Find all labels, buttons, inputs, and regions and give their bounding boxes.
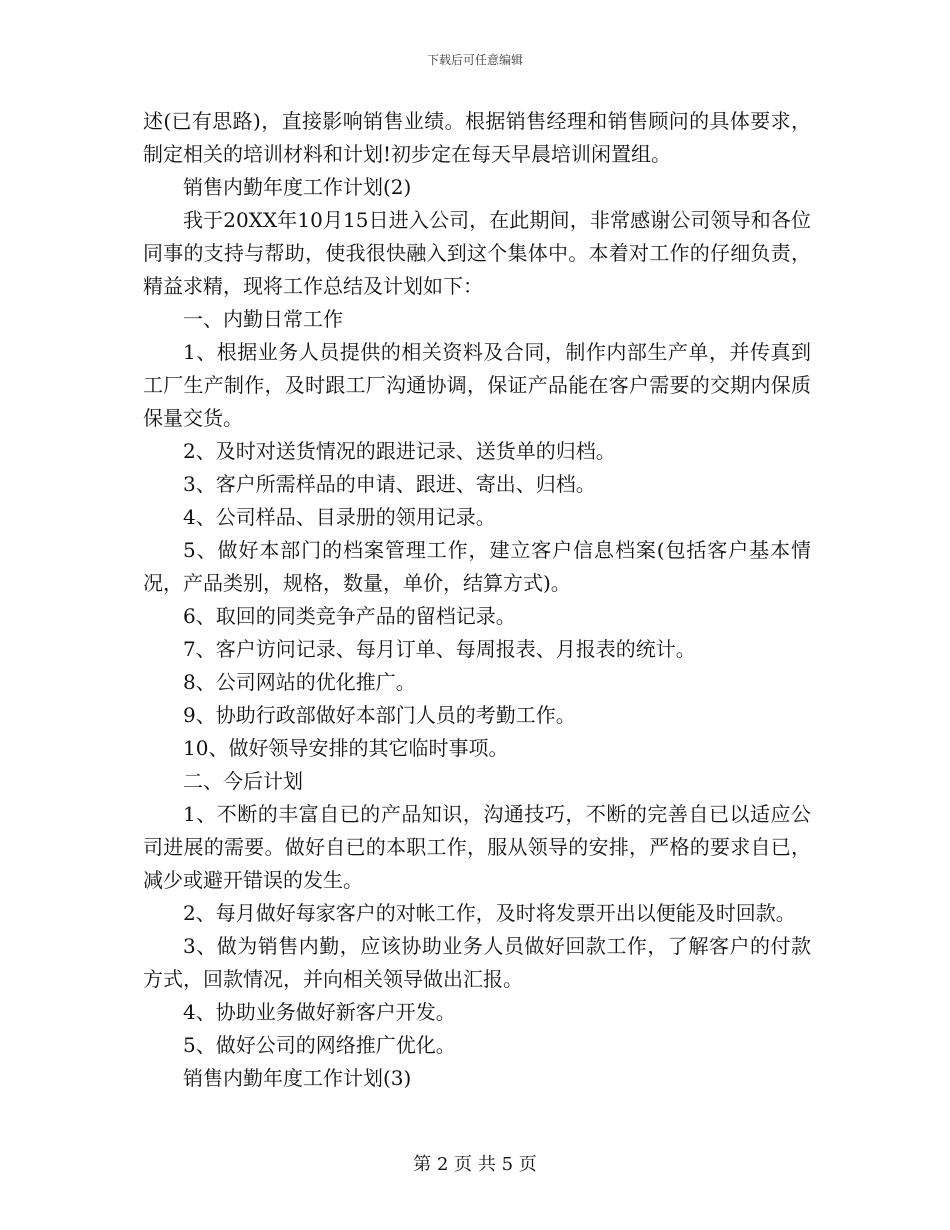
paragraph: 3、做为销售内勤，应该协助业务人员做好回款工作，了解客户的付款方式，回款情况，并向相关领导做出汇报。 [143, 934, 811, 991]
paragraph: 4、公司样品、目录册的领用记录。 [183, 505, 496, 529]
paragraph: 1、不断的丰富自已的产品知识，沟通技巧，不断的完善自已以适应公司进展的需要。做好自已的本职工作，服从领导的安排，严格的要求自已，减少或避开错误的发生。 [143, 802, 811, 892]
paragraph: 9、协助行政部做好本部门人员的考勤工作。 [183, 703, 576, 727]
paragraph: 5、做好本部门的档案管理工作，建立客户信息档案(包括客户基本情况，产品类别，规格，数量，单价，结算方式)。 [143, 538, 811, 595]
paragraph: 7、客户访问记录、每月订单、每周报表、月报表的统计。 [183, 637, 696, 661]
paragraph: 一、内勤日常工作 [183, 307, 343, 331]
paragraph: 6、取回的同类竞争产品的留档记录。 [183, 604, 516, 628]
paragraph: 5、做好公司的网络推广优化。 [183, 1033, 456, 1057]
paragraph: 我于20XX年10月15日进入公司，在此期间，非常感谢公司领导和各位同事的支持与帮助，使我很快融入到这个集体中。本着对工作的仔细负责，精益求精，现将工作总结及计划如下： [143, 208, 811, 298]
paragraph: 销售内勤年度工作计划(3) [183, 1066, 412, 1090]
page-header-note: 下载后可任意编辑 [426, 53, 523, 67]
page-number: 第 2 页 共 5 页 [413, 1154, 537, 1175]
paragraph: 4、协助业务做好新客户开发。 [183, 1000, 456, 1024]
paragraph: 2、及时对送货情况的跟进记录、送货单的归档。 [183, 439, 616, 463]
document-body [143, 105, 811, 1095]
paragraph: 10、做好领导安排的其它临时事项。 [183, 736, 509, 760]
paragraph: 8、公司网站的优化推广。 [183, 670, 416, 694]
paragraph: 2、每月做好每家客户的对帐工作，及时将发票开出以便能及时回款。 [183, 901, 796, 925]
paragraph: 1、根据业务人员提供的相关资料及合同，制作内部生产单，并传真到工厂生产制作，及时跟工厂沟通协调，保证产品能在客户需要的交期内保质保量交货。 [143, 340, 811, 430]
paragraph: 述(已有思路)，直接影响销售业绩。根据销售经理和销售顾问的具体要求，制定相关的培训材料和计划!初步定在每天早晨培训闲置组。 [143, 109, 811, 166]
paragraph: 销售内勤年度工作计划(2) [183, 175, 412, 199]
paragraph: 二、今后计划 [183, 769, 303, 793]
paragraph: 3、客户所需样品的申请、跟进、寄出、归档。 [183, 472, 596, 496]
